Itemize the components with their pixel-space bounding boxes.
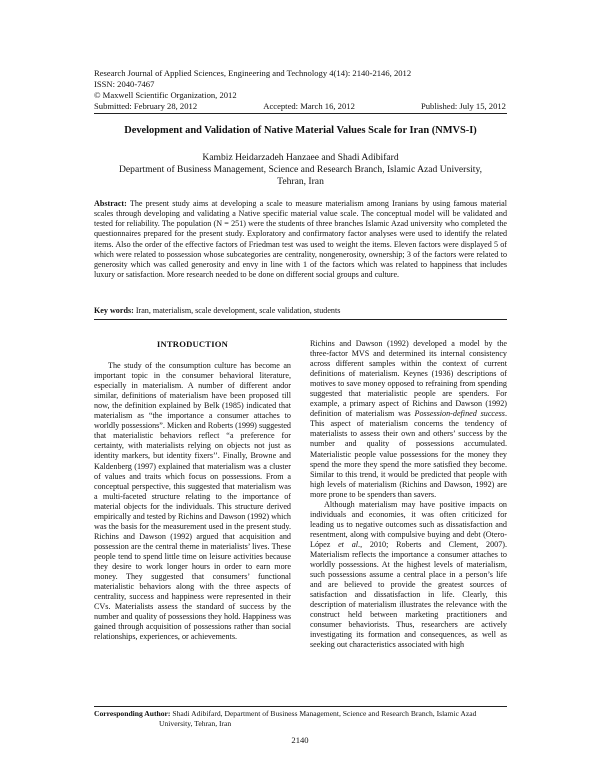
intro-paragraph-2-a: Richins and Dawson (1992) developed a model by the three-factor MVS and determined its internal consistency across different samples within the context of current definitions of materialism. Keynes (1936) descriptions of motives to save money opposed to refraining from spending suggested that materialistic people are spenders. For example, a primary aspect of Richins and Dawson (1992) definition of materialism was (310, 339, 507, 419)
footer-divider (94, 706, 507, 707)
corresponding-author-text: Shadi Adibifard, Department of Business Management, Science and Research Branch, Islamic Azad (172, 709, 477, 718)
abstract-text: The present study aims at developing a scale to measure materialism among Iranians by using famous material scales through developing and validating a Native specific material value scale. The conceptual model will be validated and tested for reliability. The population (N = 251) were the students of three branches Islamic Azad university who completed the questionnaires prepared for the present study. Exploratory and confirmatory factor analyses were used to identify the related items. Also the order of the effective factors of Friedman test was used to weight the items. Eleven factors were displayed 5 of which were related to possession whose subcategories are centrality, nongenerosity, ownership; 3 of the factors were related to generosity which was called generosity and envy in line with 1 of the factors which was related to happiness that includes luxury or satisfaction. More research needed to be done on different social groups and culture. (94, 199, 507, 280)
possession-defined-success-term: Possession-defined success (414, 409, 505, 419)
et-al-term: et al (338, 539, 359, 549)
abstract-label: Abstract: (94, 199, 127, 208)
intro-paragraph-3-b: ., 2010; Roberts and Clement, 2007). Materialism reflects the importance a consumer attaches to worldly possessions. At the highest levels of materialism, such possessions assume a central place in a person’s life and are believed to provide the greatest sources of satisfaction and dissatisfaction in life. Clearly, this description of materialism illustrates the relevance with the construct held between marketing practitioners and consumer behaviorists. Thus, researchers are actively investigating its formation and consequences, as well as seeking out characteristics associated with high (310, 539, 507, 650)
keywords-divider (94, 319, 507, 320)
left-column (94, 339, 291, 642)
copyright: © Maxwell Scientific Organization, 2012 (94, 90, 237, 101)
intro-paragraph-2 (310, 339, 507, 500)
affiliation-line-1: Department of Business Management, Science and Research Branch, Islamic Azad University, (118, 164, 483, 175)
keywords (94, 306, 507, 316)
affiliation-line-2: Tehran, Iran (277, 176, 324, 187)
accepted-date: Accepted: March 16, 2012 (263, 101, 355, 111)
author-names: Kambiz Heidarzadeh Hanzaee and Shadi Adibifard (202, 152, 399, 163)
published-date: Published: July 15, 2012 (420, 101, 506, 111)
keywords-text: Iran, materialism, scale development, scale validation, students (135, 306, 341, 315)
intro-paragraph-3-a: Although materialism may have positive impacts on individuals and economies, it was often criticized for leading us to negative outcomes such as dissatisfaction and resentment, along with compulsive buying and debt (Otero-López (310, 499, 507, 549)
author-block (94, 152, 507, 188)
paper-title: Development and Validation of Native Material Values Scale for Iran (NMVS-I) (124, 125, 477, 136)
page-number: 2140 (291, 735, 309, 745)
intro-paragraph-1: The study of the consumption culture has become an important topic in the consumer behavioral literature, especially in materialism. A number of different andor similar, definitions of materialism have been proposed till now, the definition explained by Belk (1985) indicated that materialism as “the importance a consumer attaches to worldly possessions”. Micken and Roberts (1999) suggested that materialistic behaviors reflect “a preference for certainty, with materialists relying on objects not just as identity markers, but identity fixers’’. Finally, Browne and Kaldenberg (1997) explained that materialism was a cluster of values and traits which focus on possessions. From a conceptual perspective, this suggested that materialism was a multi-faceted structure relating to the importance of material objects for the individuals. This structure derived empirically and tested by Richins and Dawson (1992) which was the basis for the measurement used in the present study. Richins and Dawson (1992) argued that acquisition and possession are the central theme in materialists’ lives. These people tend to spend little time on leisure activities because they desire to work longer hours in order to earn more money. They suggested that consumers’ functional materialistic behaviors along with the three aspects of centrality, success and happiness were represented in their CVs. Materialists assess the standard of success by the number and quality of possessions they hold. Happiness was gained through acquisition of possessions rather than social relationships, experiences, or achievements. (94, 361, 292, 642)
corresponding-author (94, 709, 507, 728)
journal-header (94, 68, 514, 102)
issn: ISSN: 2040-7467 (94, 79, 155, 90)
corresponding-author-label: Corresponding Author: (94, 709, 171, 718)
introduction-heading: INTRODUCTION (156, 339, 229, 349)
corresponding-author-text-2: University, Tehran, Iran (159, 718, 232, 728)
intro-paragraph-2-b: . This aspect of materialism concerns the tendency of materialists to assess their own and others’ success by the number and quality of possessions accumulated. Materialistic people value possessions for the money they spend the more they spend the more satisfied they become. Similar to this trend, it would be predicted that people with high levels of materialism (Richins and Dawson, 1992) are more prone to be spenders than savers. (310, 409, 507, 499)
keywords-label: Key words: (94, 306, 134, 315)
journal-citation: Research Journal of Applied Sciences, Engineering and Technology 4(14): 2140-2146, 2012 (94, 68, 412, 78)
intro-paragraph-3 (310, 500, 507, 651)
abstract (94, 199, 507, 280)
submitted-date: Submitted: February 28, 2012 (94, 101, 198, 111)
publication-dates (94, 101, 506, 112)
header-divider (94, 113, 507, 114)
right-column (310, 339, 507, 650)
